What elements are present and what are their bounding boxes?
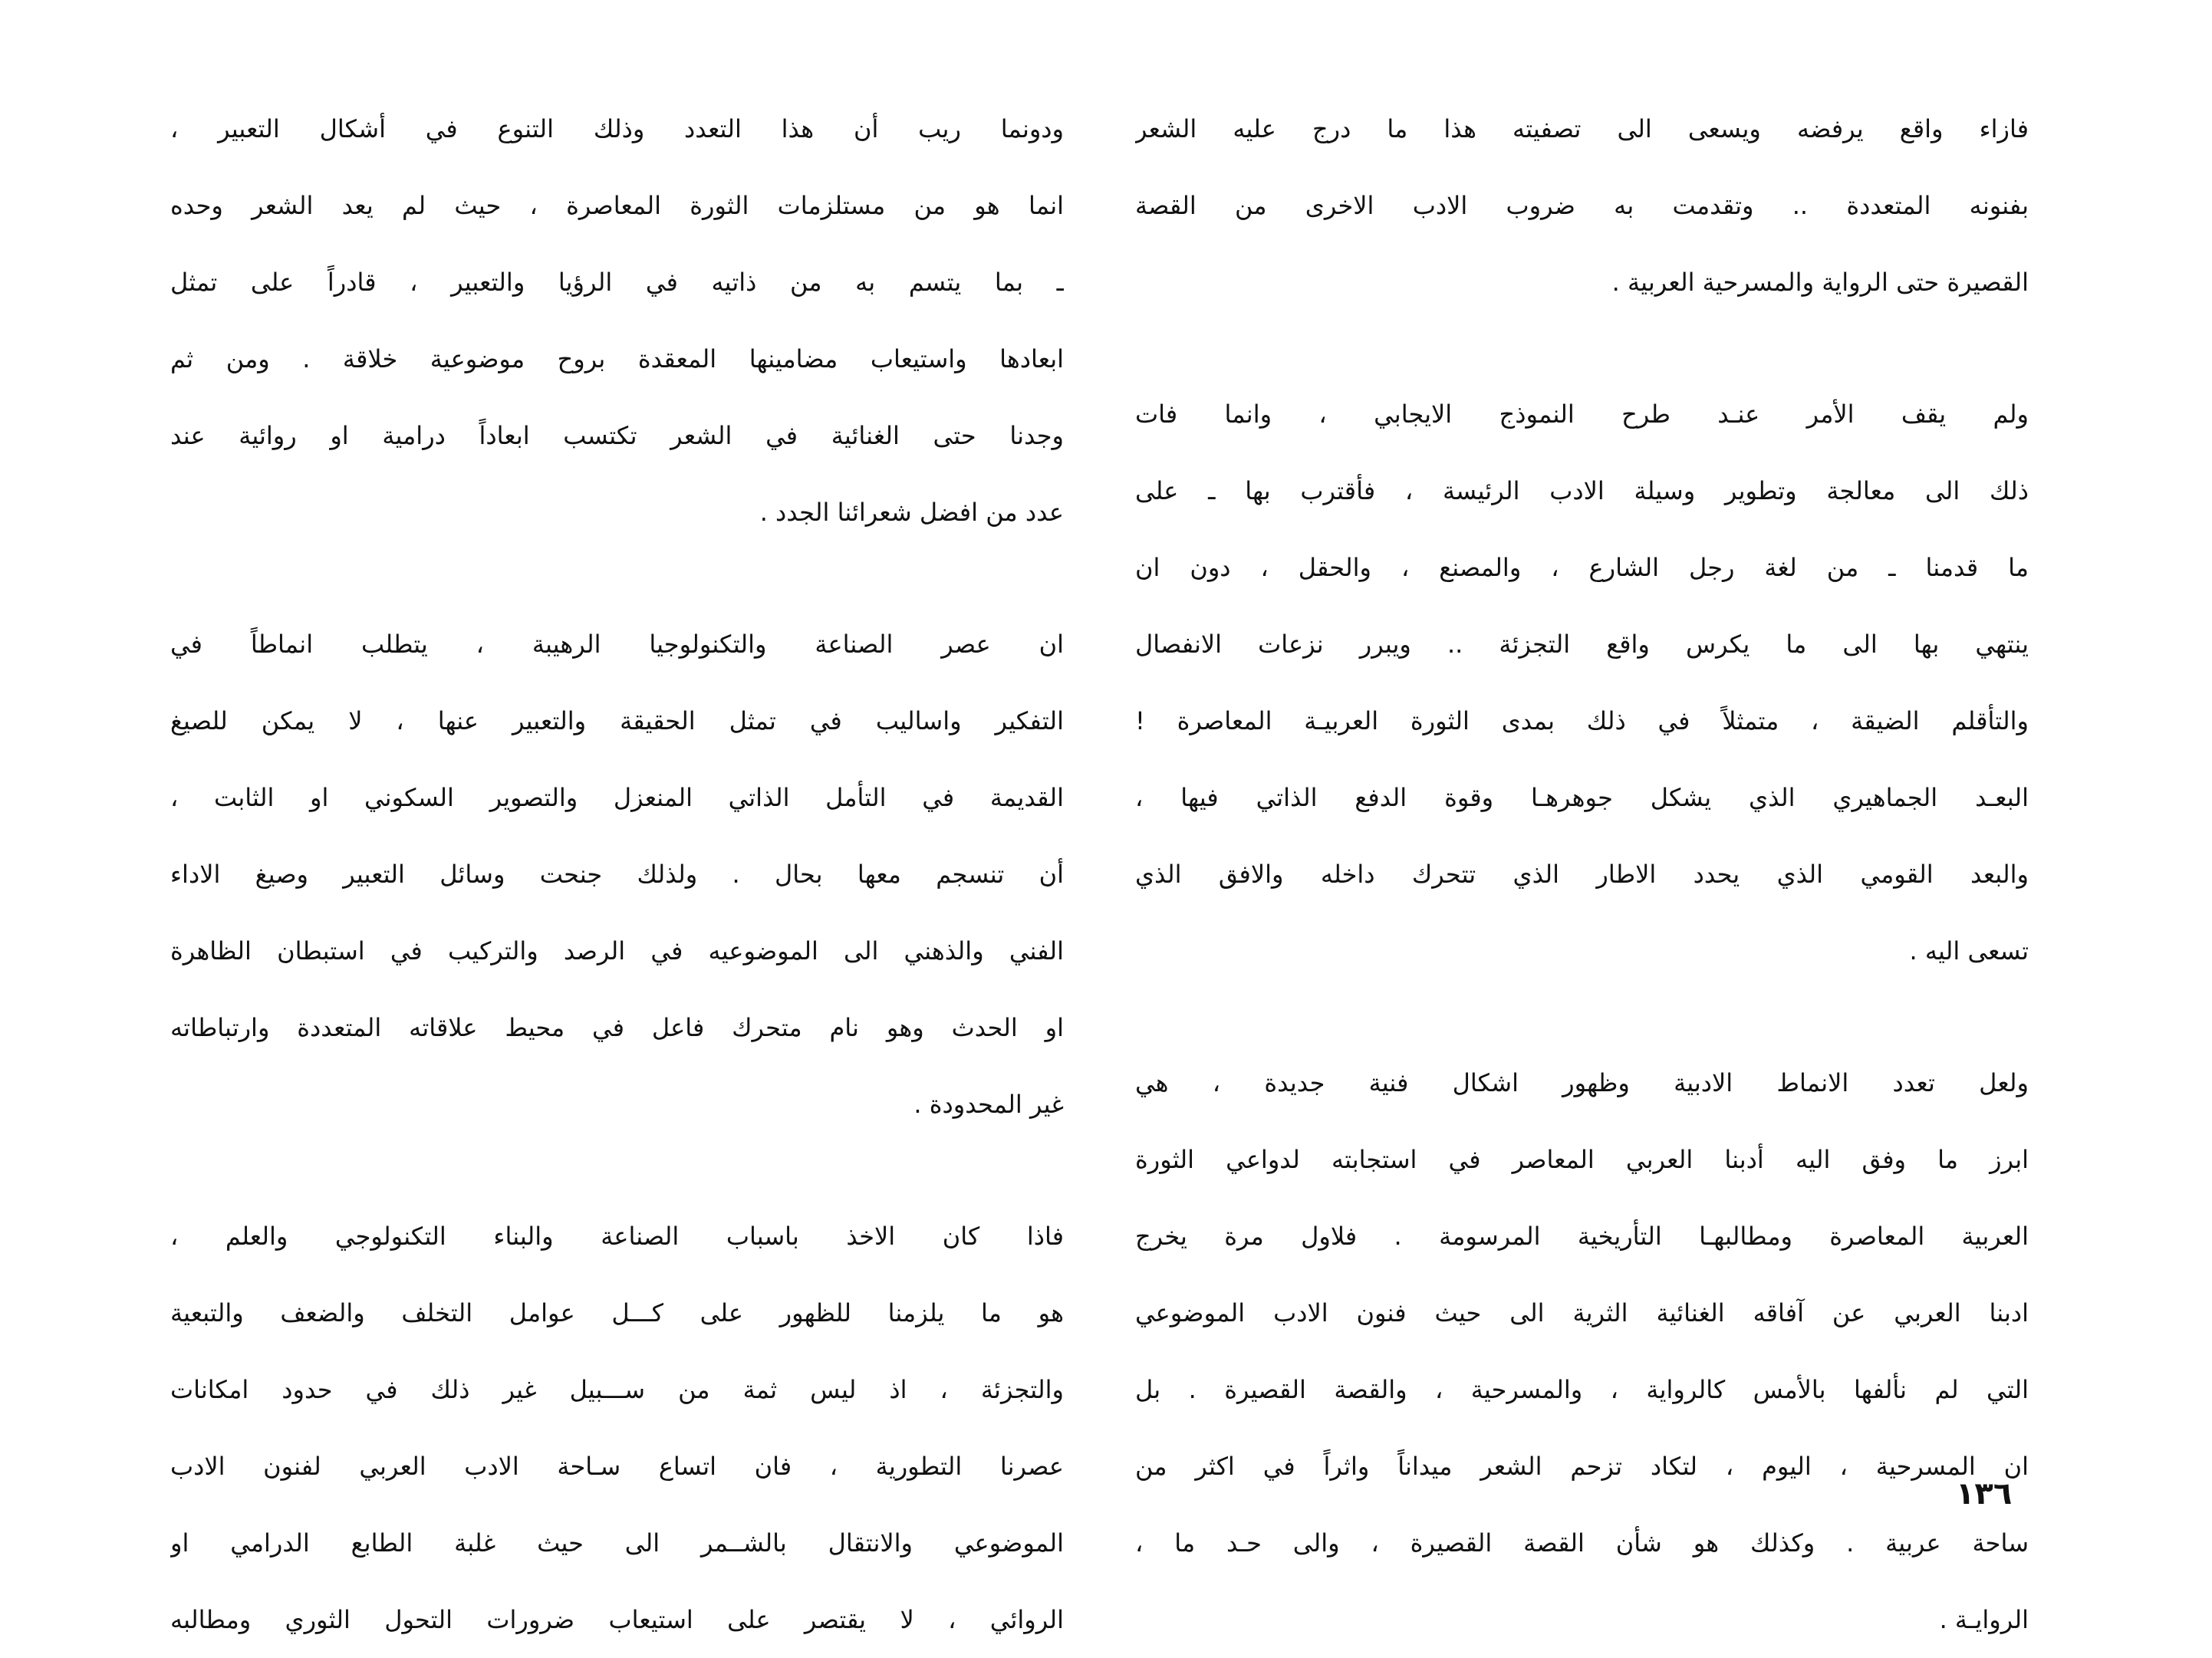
text-line: والتأقلم الضيقة ، متمثلاً في ذلك بمدى الثورة العربيـة المعاصرة !	[1135, 706, 2029, 735]
paragraph	[170, 606, 1064, 1143]
paragraph	[1135, 376, 2029, 989]
text-line: عدد من افضل شعرائنا الجدد .	[759, 498, 1064, 527]
text-line: الروائي ، لا يقتصر على استيعاب ضرورات التحول الثوري ومطالبه	[170, 1605, 1064, 1634]
right-column	[1135, 90, 2029, 1658]
text-line: تسعى اليه .	[1909, 936, 2029, 966]
text-line: ان المسرحية ، اليوم ، لتكاد تزحم الشعر ميداناً واثراً في اكثر من	[1135, 1452, 2029, 1481]
paragraph-gap	[1135, 989, 2029, 1044]
text-line: أن تنسجم معها بحال . ولذلك جنحت وسائل التعبير وصيغ الاداء	[170, 860, 1064, 889]
paragraph	[170, 1198, 1064, 1658]
text-line: ابرز ما وفق اليه أدبنا العربي المعاصر في استجابته لدواعي الثورة	[1135, 1145, 2029, 1174]
text-line: ينتهي بها الى ما يكرس واقع التجزئة .. ويبرر نزعات الانفصال	[1135, 630, 2029, 659]
text-line: ان عصر الصناعة والتكنولوجيا الرهيبة ، يتطلب انماطاً في	[170, 630, 1064, 659]
paragraph	[1135, 1044, 2029, 1658]
text-line: غير المحدودة .	[913, 1090, 1064, 1119]
text-line: الموضوعي والانتقال بالشــمر الى حيث غلبة الطابع الدرامي او	[170, 1528, 1064, 1558]
text-line: وجدنا حتى الغنائية في الشعر تكتسب ابعاداً درامية او روائية عند	[170, 421, 1064, 450]
text-line: العربية المعاصرة ومطالبهـا التأريخية المرسومة . فلاول مرة يخرج	[1135, 1222, 2029, 1251]
page-number: ١٣٦	[1956, 1476, 2013, 1512]
text-line: والتجزئة ، اذ ليس ثمة من ســـبيل غير ذلك في حدود امكانات	[170, 1375, 1064, 1404]
text-line: ابعادها واستيعاب مضامينها المعقدة بروح موضوعية خلاقة . ومن ثم	[170, 344, 1064, 373]
paragraph-gap	[1135, 321, 2029, 376]
text-line: ما قدمنا ـ من لغة رجل الشارع ، والمصنع ، والحقل ، دون ان	[1135, 553, 2029, 582]
text-line: ادبنا العربي عن آفاقه الغنائية الثرية الى حيث فنون الادب الموضوعي	[1135, 1298, 2029, 1327]
text-line: او الحدث وهو نام متحرك فاعل في محيط علاقاته المتعددة وارتباطاته	[170, 1013, 1064, 1042]
text-line: البعـد الجماهيري الذي يشكل جوهرهـا وقوة الدفع الذاتي فيها ،	[1135, 783, 2029, 812]
text-line: ولم يقف الأمر عنـد طرح النموذج الايجابي ، وانما فات	[1135, 400, 2029, 429]
paragraph	[1135, 90, 2029, 321]
text-line: والبعد القومي الذي يحدد الاطار الذي تتحرك داخله والافق الذي	[1135, 860, 2029, 889]
text-line: التفكير واساليب في تمثل الحقيقة والتعبير عنها ، لا يمكن للصيغ	[170, 706, 1064, 735]
paragraph-gap	[170, 1143, 1064, 1198]
paragraph	[170, 90, 1064, 551]
text-line: هو ما يلزمنا للظهور على كـــل عوامل التخلف والضعف والتبعية	[170, 1298, 1064, 1327]
text-line: القصيرة حتى الرواية والمسرحية العربية .	[1611, 268, 2029, 297]
paragraph-gap	[170, 551, 1064, 606]
text-line: الفني والذهني الى الموضوعيه في الرصد والتركيب في استبطان الظاهرة	[170, 936, 1064, 966]
text-line: ـ بما يتسم به من ذاتيه في الرؤيا والتعبير ، قادراً على تمثل	[170, 268, 1064, 297]
text-line: ذلك الى معالجة وتطوير وسيلة الادب الرئيسة ، فأقترب بها ـ على	[1135, 476, 2029, 505]
text-line: ساحة عربية . وكذلك هو شأن القصة القصيرة ، والى حـد ما ،	[1135, 1528, 2029, 1558]
text-line: فاذا كان الاخذ باسباب الصناعة والبناء التكنولوجي والعلم ،	[170, 1222, 1064, 1251]
text-line: بفنونه المتعددة .. وتقدمت به ضروب الادب الاخرى من القصة	[1135, 191, 2029, 220]
text-line: ولعل تعدد الانماط الادبية وظهور اشكال فنية جديدة ، هي	[1135, 1068, 2029, 1097]
text-line: التي لم نألفها بالأمس كالرواية ، والمسرحية ، والقصة القصيرة . بل	[1135, 1375, 2029, 1404]
text-line: القديمة في التأمل الذاتي المنعزل والتصوير السكوني او الثابت ،	[170, 783, 1064, 812]
text-line: فازاء واقع يرفضه ويسعى الى تصفيته هذا ما درج عليه الشعر	[1135, 114, 2029, 143]
text-line: الروايـة .	[1939, 1605, 2029, 1634]
left-column	[170, 90, 1064, 1658]
text-line: انما هو من مستلزمات الثورة المعاصرة ، حيث لم يعد الشعر وحده	[170, 191, 1064, 220]
text-line: عصرنا التطورية ، فان اتساع سـاحة الادب العربي لفنون الادب	[170, 1452, 1064, 1481]
text-line: ودونما ريب أن هذا التعدد وذلك التنوع في أشكال التعبير ،	[170, 114, 1064, 143]
